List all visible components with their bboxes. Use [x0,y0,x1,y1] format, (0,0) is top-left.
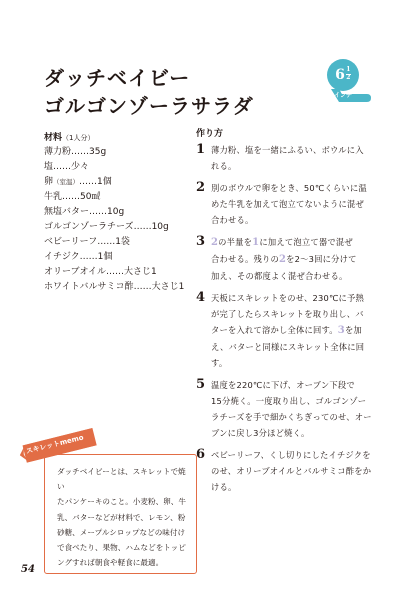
step-number: 4 [196,290,206,305]
ingredients-header-label: 材料 [44,133,63,143]
skillet-size-fraction [346,67,351,81]
ingredient-row [44,205,189,220]
ingredient-amount: ……10g [133,222,169,232]
step-number: 1 [196,142,206,157]
recipe-title [44,64,254,120]
step-line: が完了したらスキレットを取り出し、バ [211,309,364,319]
ingredient-row [44,250,189,265]
ingredient-row [44,220,189,235]
ingredient-note: （室温） [53,178,80,186]
ingredient-row [44,160,189,175]
step-1 [196,142,374,174]
ingredient-amount: ……1個 [79,177,112,187]
steps-list [196,142,374,501]
step-line: 薄力粉、塩を一緒にふるい、ボウルに入 [211,145,364,155]
ingredient-name: ベビーリーフ [44,237,98,247]
step-5 [196,377,374,441]
step-text [211,377,372,441]
step-reference: 2 [278,254,287,265]
step-line: え、バターと同様にスキレット全体に回 [211,342,365,352]
title-line-2: ゴルゴンゾーラサラダ [44,94,254,118]
step-text [211,447,371,495]
step-line: 加え、その都度よく混ぜ合わせる。 [211,271,348,281]
skillet-size-integer: 6 [335,67,345,83]
step-line [211,251,357,268]
steps-header: 作り方 [196,129,224,139]
step-line: れる。 [211,161,237,171]
step-line: す。 [211,358,228,368]
ingredient-name: ゴルゴンゾーラチーズ [44,222,134,232]
step-2 [196,180,374,228]
ingredient-name: 無塩バター [44,207,90,217]
ingredient-row [44,175,189,190]
step-fragment: の半量を [218,237,253,247]
step-line: ける。 [211,482,237,492]
step-line: 15分焼く。一度取り出し、ゴルゴンゾー [211,396,367,406]
ingredient-amount: ……少々 [53,162,90,172]
ingredients-servings: （1人分） [62,134,95,142]
step-line: 合わせる。 [211,215,254,225]
memo-line: ダッチベイビーとは、スキレットで焼い [57,467,186,492]
ingredient-row [44,145,189,160]
step-6 [196,447,374,495]
ingredient-row [44,280,189,295]
fraction-denominator: 2 [346,74,351,81]
memo-line: たパンケーキのこと。小麦粉、卵、牛 [57,497,186,507]
ingredient-amount: ……10g [89,207,125,217]
page-number: 54 [21,564,35,575]
ingredient-amount: ……35g [71,147,107,157]
ingredient-name: ホワイトバルサミコ酢 [44,282,134,292]
step-number: 5 [196,377,206,392]
step-line: ラチーズを手で細かくちぎってのせ、オー [211,412,372,422]
skillet-memo-text [57,464,191,570]
step-reference: 1 [252,237,260,248]
step-number: 3 [196,234,206,249]
ingredient-amount: ……50㎖ [62,192,101,202]
step-text [211,180,367,228]
step-fragment: に加えて泡立て器で混ぜ [259,237,353,247]
memo-line: 乳、バターなどが材料で、レモン、粉 [57,512,186,522]
ingredient-name: 塩 [44,162,54,172]
memo-line: 砂糖、メープルシロップなどの味付け [57,527,186,537]
memo-line: ングすれば朝食や軽食に最適。 [57,558,164,568]
ingredient-amount: ……1袋 [97,237,130,247]
ingredients-header [44,130,94,143]
step-3 [196,234,374,284]
ingredient-amount: ……大さじ1 [106,267,157,277]
step-fragment: 合わせる。残りの [211,254,279,264]
step-line [211,234,357,251]
ingredient-name: オリーブオイル [44,267,107,277]
step-text [211,290,364,371]
step-line: ベビーリーフ、くし切りにしたイチジクを [211,450,371,460]
ingredient-row [44,190,189,205]
memo-line: で食べたり、果物、ハムなどをトッピ [57,543,186,553]
ingredient-name: 牛乳 [44,192,63,202]
step-line: 別のボウルで卵をとき、50℃くらいに温 [211,183,367,193]
step-4 [196,290,374,371]
title-line-1: ダッチベイビー [44,66,191,90]
step-text [211,234,357,284]
ingredient-amount: ……1個 [79,252,113,262]
step-line: のせ、オリーブオイルとバルサミコ酢をか [211,466,372,476]
ingredient-name: 薄力粉 [44,147,72,157]
step-text [211,142,364,174]
memo-tag-label: スキレットmemo [25,433,85,456]
ingredient-row [44,265,189,280]
step-fragment: を2～3回に分けて [286,254,357,264]
step-number: 6 [196,447,206,462]
ingredient-amount: ……大さじ1 [133,282,185,292]
step-line: 温度を220℃に下げ、オーブン下段で [211,380,355,390]
ingredient-name: 卵 [44,177,54,187]
ingredients-list [44,145,189,295]
skillet-size-unit: インチ [334,92,353,99]
step-line: 天板にスキレットをのせ、230℃に予熱 [211,293,364,303]
skillet-size-badge [327,59,375,105]
step-line [211,322,364,339]
fraction-numerator: 1 [346,66,351,73]
ingredient-name: イチジク [44,252,80,262]
step-line: めた牛乳を加えて泡立てないように混ぜ [211,199,364,209]
ingredient-row [44,235,189,250]
skillet-size [327,59,359,91]
step-fragment: を加 [344,325,362,335]
step-reference: 3 [337,325,345,336]
step-reference: 2 [211,237,219,248]
step-fragment: ターを入れて溶かし全体に回す。 [211,325,338,335]
step-line: ブンに戻し3分ほど焼く。 [211,428,310,438]
step-number: 2 [196,180,206,195]
